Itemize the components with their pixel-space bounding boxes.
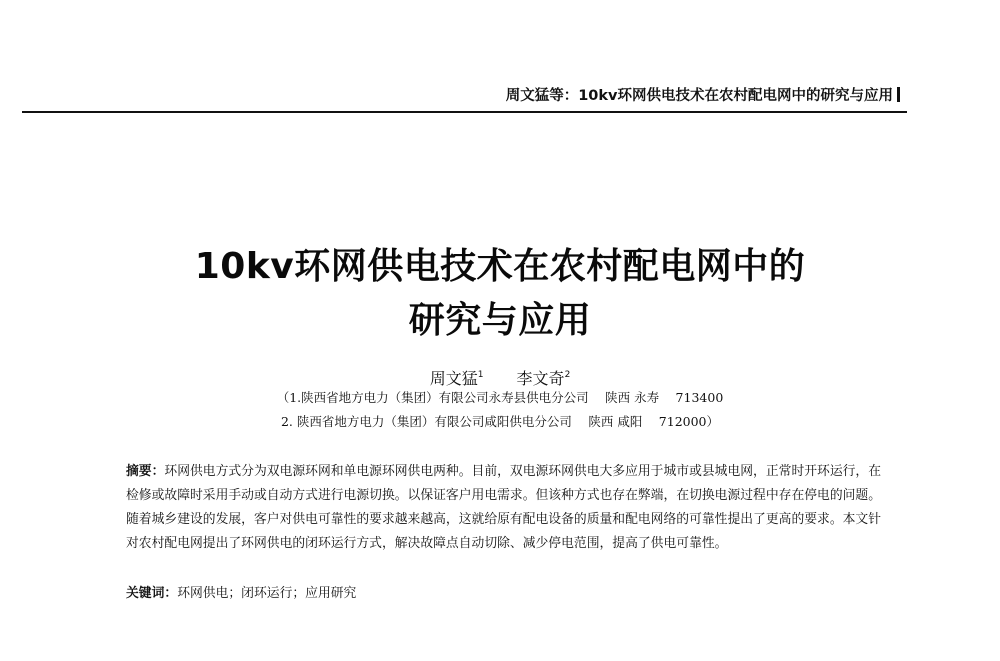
title-line-1: 10kv环网供电技术在农村配电网中的: [194, 246, 806, 287]
abstract-text: 环网供电方式分为双电源环网和单电源环网供电两种。目前，双电源环网供电大多应用于城市或县城电网，正常时开环运行，在检修或故障时采用手动或自动方式进行电源切换。以保证客户用电需求。但该种方式也存在弊端，在切换电源过程中存在停电的问题。随着城乡建设的发展，客户对供电可靠性的要求越来越高，这就给原有配电设备的质量和配电网络的可靠性提出了更高的要求。本文针对农村配电网提出了环网供电的闭环运行方式，解决故障点自动切除、减少停电范围，提高了供电可靠性。: [126, 464, 882, 551]
abstract: [126, 460, 881, 556]
author-sup: 2: [564, 370, 571, 380]
keywords-text: 环网供电；闭环运行；应用研究: [177, 586, 357, 601]
keywords: [126, 582, 881, 601]
author-name: 周文猛: [429, 369, 478, 388]
affiliation-1: （1.陕西省地方电力（集团）有限公司永寿县供电分公司 陕西 永寿 713400: [276, 390, 724, 405]
author-sup: 1: [477, 370, 484, 380]
header-rule: [22, 111, 907, 113]
authors: [0, 366, 1000, 389]
keywords-label: 关键词：: [126, 586, 178, 601]
running-head: [0, 84, 900, 105]
title-line-2: 研究与应用: [408, 300, 592, 341]
abstract-label: 摘要：: [126, 464, 165, 479]
running-head-text: 周文猛等：10kv环网供电技术在农村配电网中的研究与应用: [505, 88, 893, 104]
affiliation-2: 2. 陕西省地方电力（集团）有限公司咸阳供电分公司 陕西 咸阳 712000）: [280, 414, 720, 429]
running-head-bar: [897, 87, 900, 102]
author-name: 李文奇: [516, 369, 565, 388]
author: [517, 366, 571, 389]
author: [430, 366, 484, 389]
